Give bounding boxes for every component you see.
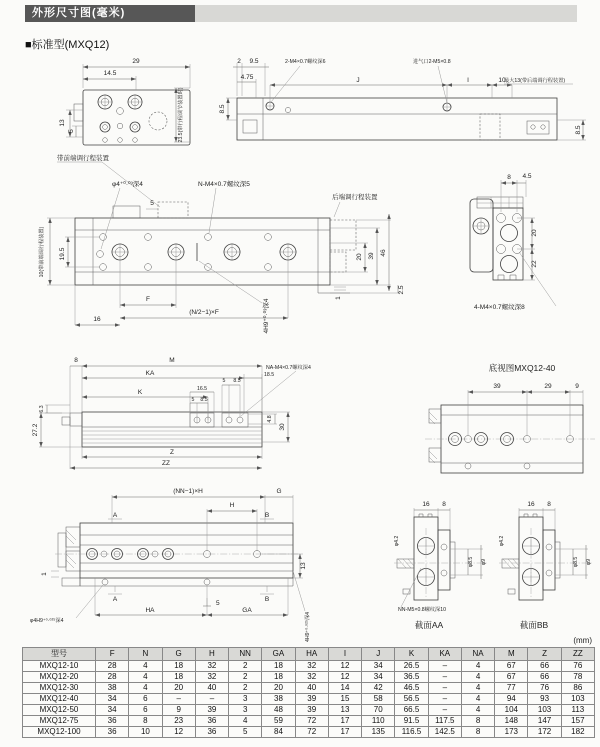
column-header: ZZ <box>561 648 594 661</box>
drawing-section-aa <box>394 501 488 630</box>
table-cell: 4 <box>461 661 494 672</box>
table-cell: – <box>428 661 461 672</box>
dim-label: 27.2 <box>32 423 39 437</box>
dim-label: 8.5 <box>219 104 226 114</box>
dim-label: 13 <box>300 562 307 570</box>
thread-label: NA-M4×0.7螺纹深4 <box>266 365 311 371</box>
dim-label: 8 <box>442 501 446 508</box>
table-cell: 6 <box>129 694 162 705</box>
table-cell: 32 <box>195 661 228 672</box>
table-cell: 142.5 <box>428 727 461 738</box>
table-cell: 36 <box>195 727 228 738</box>
max-stroke-note: 最大13(带后端调行程装置) <box>504 78 566 84</box>
table-cell: 34 <box>362 672 395 683</box>
dim-label: 2.5 <box>398 285 405 295</box>
table-cell: 36 <box>195 716 228 727</box>
pitch-formula: (N/2−1)×F <box>189 309 219 316</box>
table-cell: 20 <box>162 683 195 694</box>
dim-label: 20 <box>531 229 538 237</box>
dim-label: 8.5 <box>233 378 241 384</box>
table-cell: 78 <box>561 672 594 683</box>
table-cell: 13 <box>328 705 361 716</box>
table-cell: 59 <box>262 716 295 727</box>
column-header: M <box>495 648 528 661</box>
dim-label: 30 <box>279 423 286 431</box>
table-cell: 91.5 <box>395 716 428 727</box>
table-cell: 172 <box>528 727 561 738</box>
model-cell: MXQ12-40 <box>23 694 96 705</box>
table-cell: 116.5 <box>395 727 428 738</box>
column-header: F <box>96 648 129 661</box>
dim-label: 5 <box>216 600 220 607</box>
table-cell: 46.5 <box>395 683 428 694</box>
table-cell: 76 <box>561 661 594 672</box>
dim-label: 13 <box>59 119 66 127</box>
table-cell: – <box>428 672 461 683</box>
column-header: HA <box>295 648 328 661</box>
table-row <box>23 716 595 727</box>
table-cell: 4 <box>461 683 494 694</box>
table-cell: – <box>428 694 461 705</box>
table-cell: 58 <box>362 694 395 705</box>
dim-label: 16 <box>93 316 101 323</box>
drawing-right-end-view <box>470 173 556 311</box>
table-cell: 173 <box>495 727 528 738</box>
table-cell: 12 <box>328 672 361 683</box>
dim-label: 5 <box>68 129 75 133</box>
dim-label: 29 <box>544 383 552 390</box>
table-cell: 12 <box>328 661 361 672</box>
dim-label: GA <box>242 607 252 614</box>
table-cell: 34 <box>96 694 129 705</box>
hole-note: 4H9⁺⁰·⁰³深4 <box>263 298 270 334</box>
thread-label: 2-M4×0.7螺纹深6 <box>285 59 326 65</box>
drawing-side-bottom-view <box>32 357 311 469</box>
table-cell: 48 <box>262 705 295 716</box>
table-cell: 36 <box>96 716 129 727</box>
drawing-bottom-view-mxq12-40 <box>425 363 595 473</box>
table-cell: 36.5 <box>395 672 428 683</box>
table-cell: 77 <box>495 683 528 694</box>
table-cell: 4 <box>461 694 494 705</box>
table-cell: 6 <box>129 705 162 716</box>
air-port-label: 进气口2-M5×0.8 <box>413 59 451 65</box>
table-row <box>23 683 595 694</box>
table-cell: 8 <box>129 716 162 727</box>
table-cell: – <box>428 705 461 716</box>
table-cell: 117.5 <box>428 716 461 727</box>
dim-label: 8.5 <box>575 125 582 135</box>
column-header: Z <box>528 648 561 661</box>
dim-label: 5 <box>191 397 195 403</box>
dim-label: 9 <box>575 383 579 390</box>
table-cell: 94 <box>495 694 528 705</box>
table-cell: 17 <box>328 727 361 738</box>
table-cell: 39 <box>295 705 328 716</box>
table-cell: 4 <box>461 705 494 716</box>
dim-label: G <box>276 488 282 495</box>
dim-label: 20 <box>356 253 363 261</box>
table-cell: 39 <box>295 694 328 705</box>
table-cell: 4 <box>129 672 162 683</box>
drawing-middle-top-view <box>37 179 405 334</box>
section-marker: B <box>264 596 270 603</box>
table-cell: 66.5 <box>395 705 428 716</box>
table-cell: 3 <box>229 705 262 716</box>
table-cell: 32 <box>295 661 328 672</box>
dim-label: K <box>137 389 143 396</box>
dim-label: J <box>356 77 360 84</box>
table-cell: 113 <box>561 705 594 716</box>
table-cell: 104 <box>495 705 528 716</box>
dim-label: ZZ <box>162 460 170 467</box>
section-bb-caption: 截面BB <box>519 620 549 630</box>
dim-label: 5 <box>150 200 154 207</box>
hole-label-rotated: 4H9⁺⁰·⁰²⁵深4 <box>305 611 311 643</box>
table-cell: 148 <box>495 716 528 727</box>
dim-label: F <box>146 296 150 303</box>
column-header: J <box>362 648 395 661</box>
table-cell: 157 <box>561 716 594 727</box>
model-cell: MXQ12-20 <box>23 672 96 683</box>
model-subtitle: ■标准型(MXQ12) <box>25 39 110 51</box>
table-cell: 182 <box>561 727 594 738</box>
dim-label: 8.5 <box>200 397 208 403</box>
table-cell: 66 <box>528 672 561 683</box>
table-cell: 40 <box>295 683 328 694</box>
table-cell: 18 <box>262 661 295 672</box>
table-cell: 26.5 <box>395 661 428 672</box>
table-cell: 86 <box>561 683 594 694</box>
thread-label: NN-M5×0.8螺纹深10 <box>398 607 446 613</box>
dim-label: 1 <box>335 296 342 300</box>
table-cell: 3 <box>229 694 262 705</box>
table-row <box>23 661 595 672</box>
column-header: I <box>328 648 361 661</box>
dim-label: I <box>467 77 469 84</box>
thread-label: 4-M4×0.7螺纹深8 <box>474 304 525 311</box>
dim-label: 4.5 <box>522 173 532 180</box>
model-cell: MXQ12-75 <box>23 716 96 727</box>
table-cell: 39 <box>195 705 228 716</box>
table-cell: 72 <box>295 716 328 727</box>
table-cell: 103 <box>528 705 561 716</box>
table-cell: 36 <box>96 727 129 738</box>
dim-label: 16 <box>527 501 535 508</box>
table-cell: 5 <box>229 727 262 738</box>
table-cell: 67 <box>495 661 528 672</box>
section-aa-caption: 截面AA <box>414 620 444 630</box>
table-cell: 9 <box>162 705 195 716</box>
model-cell: MXQ12-50 <box>23 705 96 716</box>
table-cell: 42 <box>362 683 395 694</box>
drawing-section-bb <box>499 501 593 630</box>
column-header: GA <box>262 648 295 661</box>
table-cell: 15 <box>328 694 361 705</box>
dim-label: Z <box>170 449 174 456</box>
column-header: NN <box>229 648 262 661</box>
column-header: H <box>195 648 228 661</box>
column-header: G <box>162 648 195 661</box>
dim-label: M <box>169 357 175 364</box>
table-cell: 110 <box>362 716 395 727</box>
table-cell: 23 <box>162 716 195 727</box>
table-cell: 18 <box>162 672 195 683</box>
model-cell: MXQ12-30 <box>23 683 96 694</box>
table-cell: 72 <box>295 727 328 738</box>
dim-label: 8 <box>507 174 511 181</box>
pitch-formula: (NN−1)×H <box>173 488 203 495</box>
table-cell: 67 <box>495 672 528 683</box>
dim-label: 19.5 <box>59 247 66 261</box>
table-row <box>23 672 595 683</box>
table-cell: 8 <box>461 716 494 727</box>
dim-label: 39 <box>493 383 501 390</box>
model-cell: MXQ12-10 <box>23 661 96 672</box>
table-cell: 4 <box>461 672 494 683</box>
table-cell: 66 <box>528 661 561 672</box>
unit-label: (mm) <box>573 636 592 645</box>
dim-label: 39 <box>368 252 375 260</box>
table-cell: 4 <box>229 716 262 727</box>
table-cell: 2 <box>229 661 262 672</box>
table-cell: 32 <box>195 672 228 683</box>
table-cell: 14 <box>328 683 361 694</box>
dim-label: 8 <box>74 357 78 364</box>
hole-label: φ4H9⁺⁰·⁰²⁵深4 <box>30 618 64 624</box>
section-marker: B <box>264 512 270 519</box>
table-cell: – <box>428 683 461 694</box>
table-cell: 40 <box>195 683 228 694</box>
section-marker: A <box>112 512 118 519</box>
dim-label: 4.8 <box>267 415 273 423</box>
table-cell: 76 <box>528 683 561 694</box>
table-cell: 38 <box>96 683 129 694</box>
dim-label: 4.75 <box>240 74 254 81</box>
dim-label: 1 <box>41 572 48 576</box>
table-cell: 56.5 <box>395 694 428 705</box>
table-cell: 28 <box>96 672 129 683</box>
drawing-bottom-long-view <box>30 488 311 642</box>
rear-adjuster-label: 后端调行程装置 <box>332 194 378 201</box>
dim-label: HA <box>145 607 155 614</box>
page-title: 外形尺寸图(毫米) <box>25 5 195 22</box>
table-cell: 18 <box>262 672 295 683</box>
dim-label: 16.5 <box>196 386 208 392</box>
stroke-adjuster-note: 23.5(带行程调节装置时) <box>178 87 184 143</box>
dia-label: φ4.2 <box>394 535 400 547</box>
table-cell: 12 <box>162 727 195 738</box>
column-header: 型号 <box>23 648 96 661</box>
section-marker: A <box>112 596 118 603</box>
table-row <box>23 705 595 716</box>
model-cell: MXQ12-100 <box>23 727 96 738</box>
bottom-view-title: 底视图MXQ12-40 <box>488 363 556 373</box>
table-cell: 93 <box>528 694 561 705</box>
table-cell: 4 <box>129 661 162 672</box>
dim-label: 5 <box>222 378 226 384</box>
table-cell: 28 <box>96 661 129 672</box>
table-cell: 4 <box>129 683 162 694</box>
table-cell: 38 <box>262 694 295 705</box>
dim-label: 8 <box>547 501 551 508</box>
table-cell: 34 <box>96 705 129 716</box>
dim-label: 6.3 <box>39 405 45 413</box>
dim-label: H <box>229 502 235 509</box>
thread-label: N-M4×0.7螺纹深5 <box>198 181 250 188</box>
table-cell: – <box>195 694 228 705</box>
dia-label: φ8.5 <box>573 556 579 568</box>
column-header: NA <box>461 648 494 661</box>
table-row <box>23 694 595 705</box>
dim-label: 16 <box>422 501 430 508</box>
dim-label: 18.5 <box>264 372 275 378</box>
column-header: N <box>129 648 162 661</box>
column-header: K <box>395 648 428 661</box>
pin-hole-label: φ4⁺⁰·⁰³深4 <box>112 181 143 188</box>
dia-label: φ9 <box>481 558 487 566</box>
table-cell: 2 <box>229 683 262 694</box>
column-header: KA <box>428 648 461 661</box>
dia-label: φ4.2 <box>499 535 505 547</box>
dim-label: 22 <box>531 260 538 268</box>
table-cell: 18 <box>162 661 195 672</box>
dim-label: 14.5 <box>103 70 117 77</box>
dim-label: 10 <box>498 77 506 84</box>
table-cell: 32 <box>295 672 328 683</box>
dia-label: φ9 <box>586 558 592 566</box>
table-cell: 20 <box>262 683 295 694</box>
dim-label: 46 <box>380 249 387 257</box>
table-cell: 2 <box>229 672 262 683</box>
dim-label: KA <box>145 370 155 377</box>
dimension-table <box>22 647 595 738</box>
table-cell: 70 <box>362 705 395 716</box>
front-adjuster-label: 带前端调行程装置 <box>57 155 109 162</box>
dia-label: φ8.5 <box>468 556 474 568</box>
dim-label: 9.5 <box>249 58 259 65</box>
table-cell: 135 <box>362 727 395 738</box>
table-row <box>23 727 595 738</box>
dim-label: 29 <box>132 58 140 65</box>
table-cell: 147 <box>528 716 561 727</box>
dim-label: 2 <box>237 58 241 65</box>
table-cell: 17 <box>328 716 361 727</box>
table-cell: 84 <box>262 727 295 738</box>
table-cell: 103 <box>561 694 594 705</box>
drawing-top-right-side-view <box>219 57 586 140</box>
table-cell: – <box>162 694 195 705</box>
left-note: 10(带前端调行程装置) <box>39 226 45 278</box>
table-cell: 10 <box>129 727 162 738</box>
table-header-row <box>23 648 595 661</box>
table-cell: 34 <box>362 661 395 672</box>
table-cell: 8 <box>461 727 494 738</box>
